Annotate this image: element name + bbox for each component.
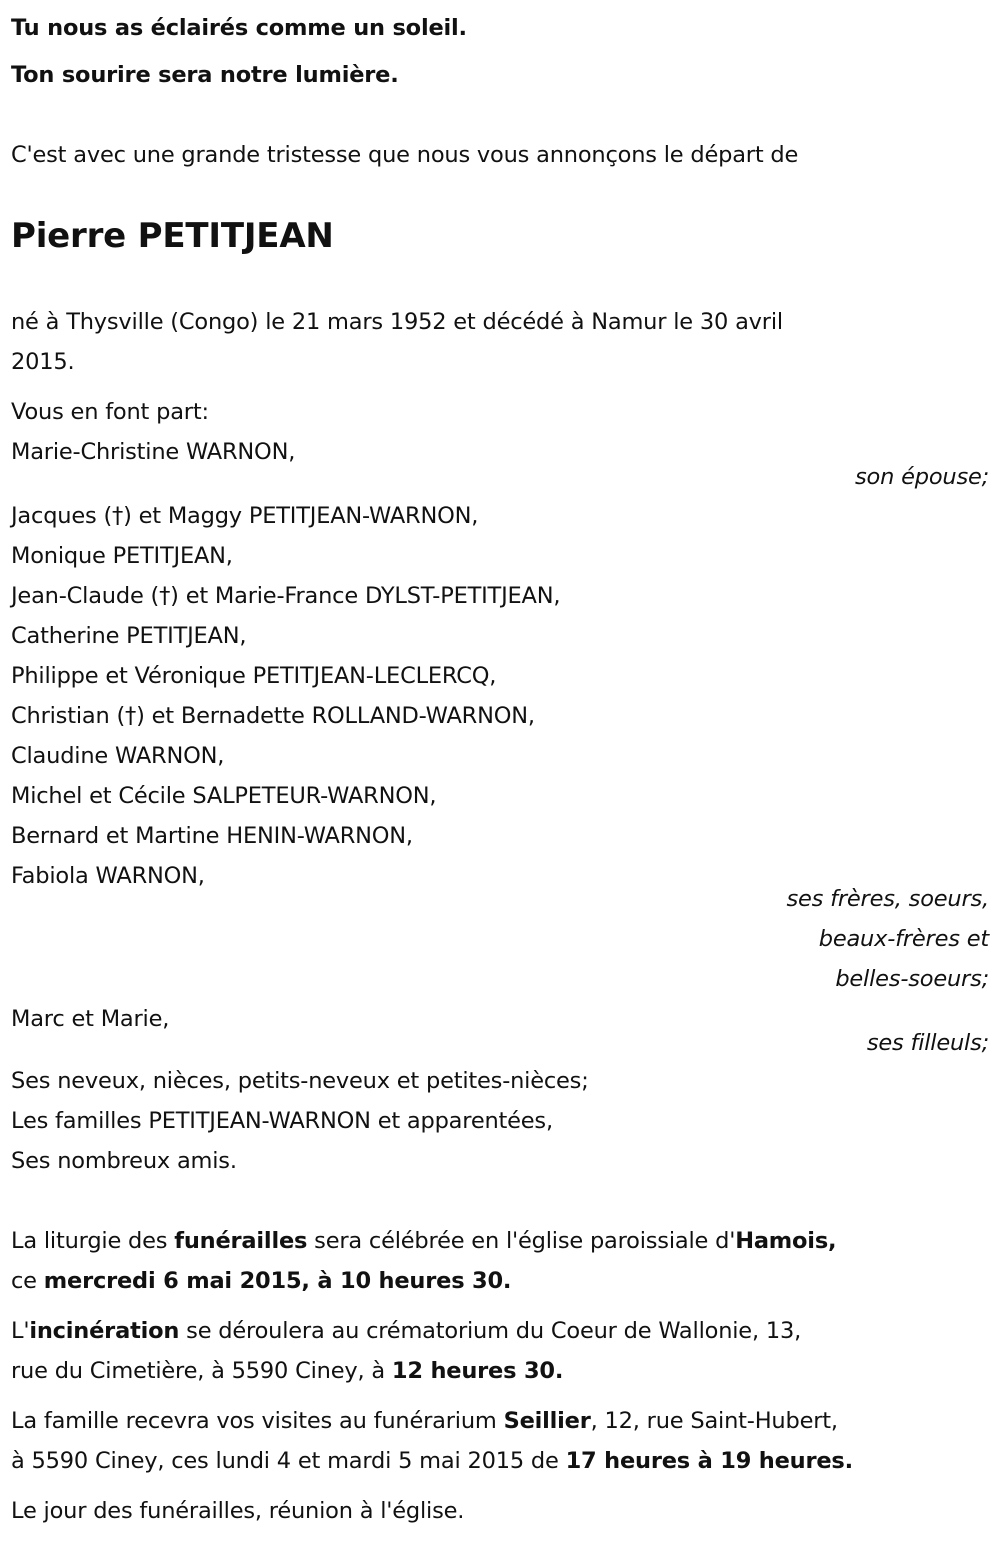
text: à 5590 Ciney, ces lundi 4 et mardi 5 mai 2015 de (11, 1448, 566, 1474)
funeral-line-1 (11, 1226, 836, 1256)
birth-death-line-2: 2015. (11, 349, 75, 375)
text: rue du Cimetière, à 5590 Ciney, à (11, 1358, 392, 1384)
deceased-name: Pierre PETITJEAN (11, 216, 334, 256)
bold-text: Seillier (503, 1408, 591, 1434)
sibling-item: Michel et Cécile SALPETEUR-WARNON, (11, 783, 437, 809)
sibling-item: Bernard et Martine HENIN-WARNON, (11, 823, 413, 849)
meeting-text: Le jour des funérailles, réunion à l'église. (11, 1498, 465, 1524)
siblings-role-2: beaux-frères et (818, 926, 989, 952)
text: La liturgie des (11, 1228, 175, 1254)
sibling-item: Catherine PETITJEAN, (11, 623, 247, 649)
birth-death-line-1: né à Thysville (Congo) le 21 mars 1952 et décédé à Namur le 30 avril (11, 309, 783, 335)
text: L' (11, 1318, 30, 1344)
bold-text: Hamois, (735, 1228, 837, 1254)
intro-text: C'est avec une grande tristesse que nous vous annonçons le départ de (11, 142, 799, 168)
sibling-item: Jean-Claude (†) et Marie-France DYLST-PETITJEAN, (11, 583, 561, 609)
spouse-name: Marie-Christine WARNON, (11, 439, 296, 465)
cremation-line-1 (11, 1316, 801, 1346)
sibling-item: Christian (†) et Bernadette ROLLAND-WARNON, (11, 703, 535, 729)
sibling-item: Claudine WARNON, (11, 743, 225, 769)
godchildren-name: Marc et Marie, (11, 1006, 170, 1032)
visits-line-2 (11, 1446, 853, 1476)
text: sera célébrée en l'église paroissiale d' (307, 1228, 736, 1254)
bold-text: incinération (29, 1318, 180, 1344)
funeral-line-2 (11, 1266, 511, 1296)
sibling-item: Philippe et Véronique PETITJEAN-LECLERCQ, (11, 663, 497, 689)
spouse-role: son épouse; (855, 464, 989, 490)
others-1: Ses neveux, nièces, petits-neveux et petites-nièces; (11, 1068, 589, 1094)
bold-text: 12 heures 30. (391, 1358, 564, 1384)
siblings-role-3: belles-soeurs; (835, 966, 989, 992)
announce-text: Vous en font part: (11, 399, 209, 425)
siblings-role-1: ses frères, soeurs, (786, 886, 989, 912)
bold-text: mercredi 6 mai 2015, à 10 heures 30. (43, 1268, 512, 1294)
sibling-item: Jacques (†) et Maggy PETITJEAN-WARNON, (11, 503, 479, 529)
sibling-item: Monique PETITJEAN, (11, 543, 233, 569)
text: , 12, rue Saint-Hubert, (590, 1408, 838, 1434)
bold-text: funérailles (174, 1228, 308, 1254)
bold-text: 17 heures à 19 heures. (565, 1448, 853, 1474)
quote-line-2: Ton sourire sera notre lumière. (11, 62, 399, 88)
godchildren-role: ses filleuls; (866, 1030, 989, 1056)
cremation-line-2 (11, 1356, 563, 1386)
quote-line-1: Tu nous as éclairés comme un soleil. (11, 15, 467, 41)
others-2: Les familles PETITJEAN-WARNON et apparentées, (11, 1108, 553, 1134)
text: La famille recevra vos visites au funérarium (11, 1408, 504, 1434)
others-3: Ses nombreux amis. (11, 1148, 237, 1174)
text: ce (11, 1268, 44, 1294)
text: se déroulera au crématorium du Coeur de Wallonie, 13, (179, 1318, 802, 1344)
sibling-item: Fabiola WARNON, (11, 863, 205, 889)
visits-line-1 (11, 1406, 838, 1436)
